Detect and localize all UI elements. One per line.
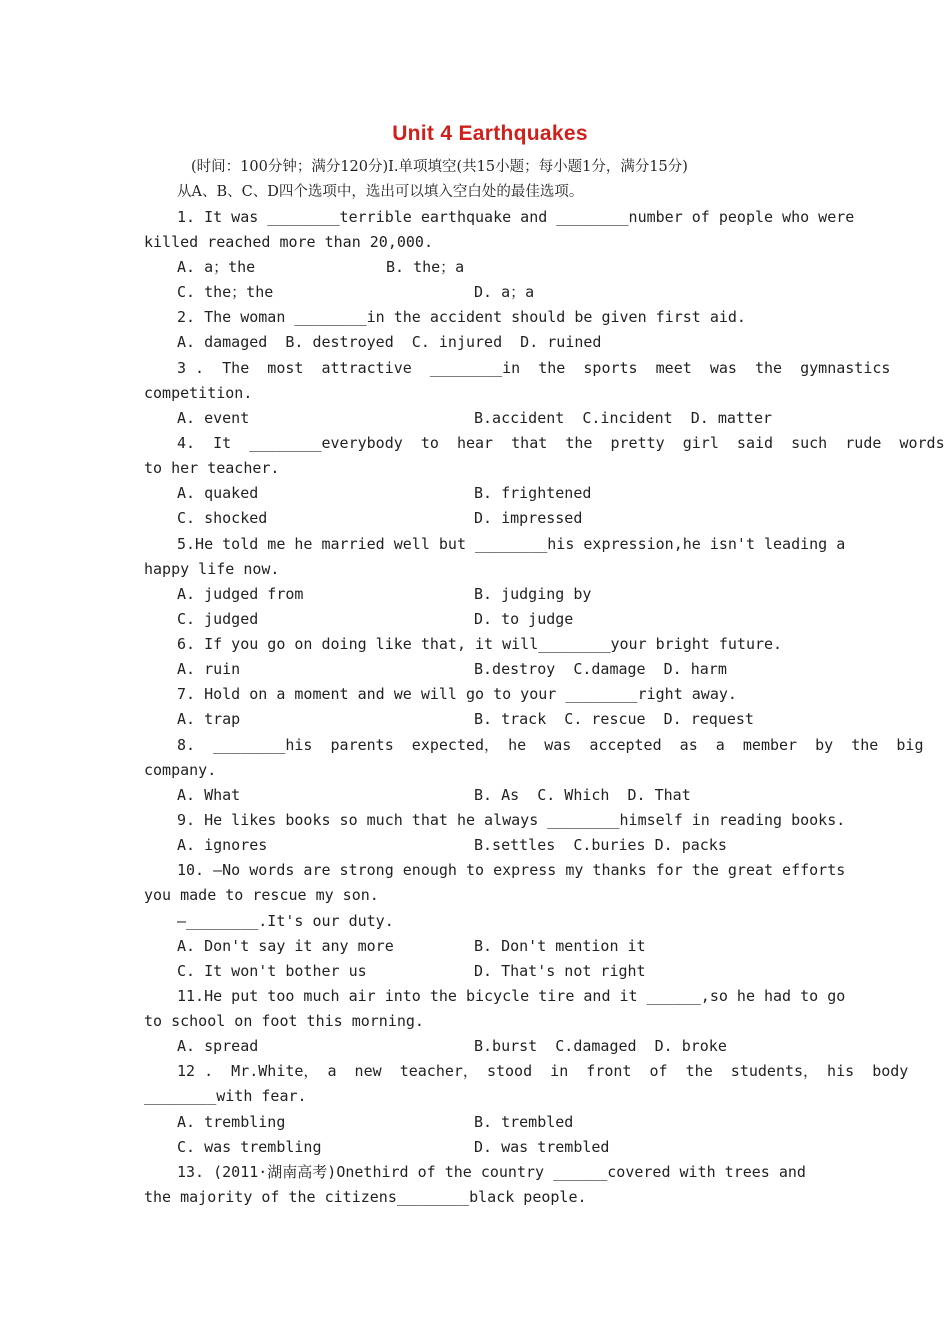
q11-options-bcd: B.burst C.damaged D. broke (474, 1037, 727, 1055)
q3-option-a: A. event (177, 409, 250, 427)
q10-stem-line2: you made to rescue my son. (144, 886, 379, 904)
q8-stem-line1: 8. ________his parents expected， he was accepted as a member by the big (177, 736, 924, 754)
q10-option-a: A. Don't say it any more (177, 937, 394, 955)
q10-option-b: B. Don't mention it (474, 937, 646, 955)
q5-stem-line1: 5.He told me he married well but ________his expression,he isn't leading a (177, 535, 846, 553)
q8-option-a: A. What (177, 786, 241, 804)
q1-option-c: C. the；the (177, 283, 274, 301)
q4-stem-line2: to her teacher. (144, 459, 280, 477)
q7-option-a: A. trap (177, 710, 241, 728)
q10-stem-line1: 10. —No words are strong enough to express my thanks for the great efforts (177, 861, 846, 879)
q10-stem-line3: —________.It's our duty. (177, 912, 394, 930)
q4-option-b: B. frightened (474, 484, 592, 502)
q2-options: A. damaged B. destroyed C. injured D. ruined (177, 333, 602, 351)
q4-option-d: D. impressed (474, 509, 583, 527)
q6-stem: 6. If you go on doing like that, it will________your bright future. (177, 635, 783, 653)
q6-options-bcd: B.destroy C.damage D. harm (474, 660, 727, 678)
q9-option-a: A. ignores (177, 836, 268, 854)
q7-options-bcd: B. track C. rescue D. request (474, 710, 754, 728)
q1-option-d: D. a；a (474, 283, 535, 301)
q8-options-bcd: B. As C. Which D. That (474, 786, 691, 804)
q1-stem-line1: 1. It was ________terrible earthquake and ________number of people who were (177, 208, 855, 226)
q12-option-b: B. trembled (474, 1113, 574, 1131)
exam-meta-line: (时间：100分钟；满分120分)Ⅰ.单项填空(共15小题；每小题1分，满分15分) (191, 159, 688, 175)
q2-stem: 2. The woman ________in the accident should be given first aid. (177, 308, 746, 326)
q1-option-a: A. a；the (177, 258, 256, 276)
q13-stem-line2: the majority of the citizens________black people. (144, 1188, 587, 1206)
q1-stem-line2: killed reached more than 20,000. (144, 233, 433, 251)
q10-option-c: C. It won't bother us (177, 962, 367, 980)
q5-stem-line2: happy life now. (144, 560, 280, 578)
q4-stem-line1: 4. It ________everybody to hear that the pretty girl said such rude words (177, 434, 945, 452)
q9-options-bcd: B.settles C.buries D. packs (474, 836, 727, 854)
q12-option-d: D. was trembled (474, 1138, 610, 1156)
q12-stem-line1: 12 . Mr.White， a new teacher， stood in front of the students， his body (177, 1062, 909, 1080)
q9-stem: 9. He likes books so much that he always ________himself in reading books. (177, 811, 846, 829)
q11-stem-line2: to school on foot this morning. (144, 1012, 424, 1030)
q10-option-d: D. That's not right (474, 962, 646, 980)
q5-option-c: C. judged (177, 610, 259, 628)
q12-stem-line2: ________with fear. (144, 1087, 307, 1105)
q7-stem: 7. Hold on a moment and we will go to your ________right away. (177, 685, 737, 703)
instruction-line: 从A、B、C、D四个选项中，选出可以填入空白处的最佳选项。 (177, 184, 584, 200)
q3-options-bcd: B.accident C.incident D. matter (474, 409, 773, 427)
q3-stem-line2: competition. (144, 384, 253, 402)
q5-option-b: B. judging by (474, 585, 592, 603)
q8-stem-line2: company. (144, 761, 217, 779)
q6-option-a: A. ruin (177, 660, 241, 678)
unit-title: Unit 4 Earthquakes (392, 122, 588, 145)
q1-option-b: B. the；a (386, 258, 465, 276)
q5-option-a: A. judged from (177, 585, 304, 603)
q5-option-d: D. to judge (474, 610, 574, 628)
q4-option-a: A. quaked (177, 484, 259, 502)
q12-option-a: A. trembling (177, 1113, 286, 1131)
q3-stem-line1: 3 . The most attractive ________in the sports meet was the gymnastics (177, 359, 891, 377)
q12-option-c: C. was trembling (177, 1138, 322, 1156)
q11-option-a: A. spread (177, 1037, 259, 1055)
q4-option-c: C. shocked (177, 509, 268, 527)
q13-stem-line1: 13. (2011·湖南高考)Onethird of the country ______covered with trees and (177, 1163, 806, 1181)
q11-stem-line1: 11.He put too much air into the bicycle tire and it ______,so he had to go (177, 987, 846, 1005)
